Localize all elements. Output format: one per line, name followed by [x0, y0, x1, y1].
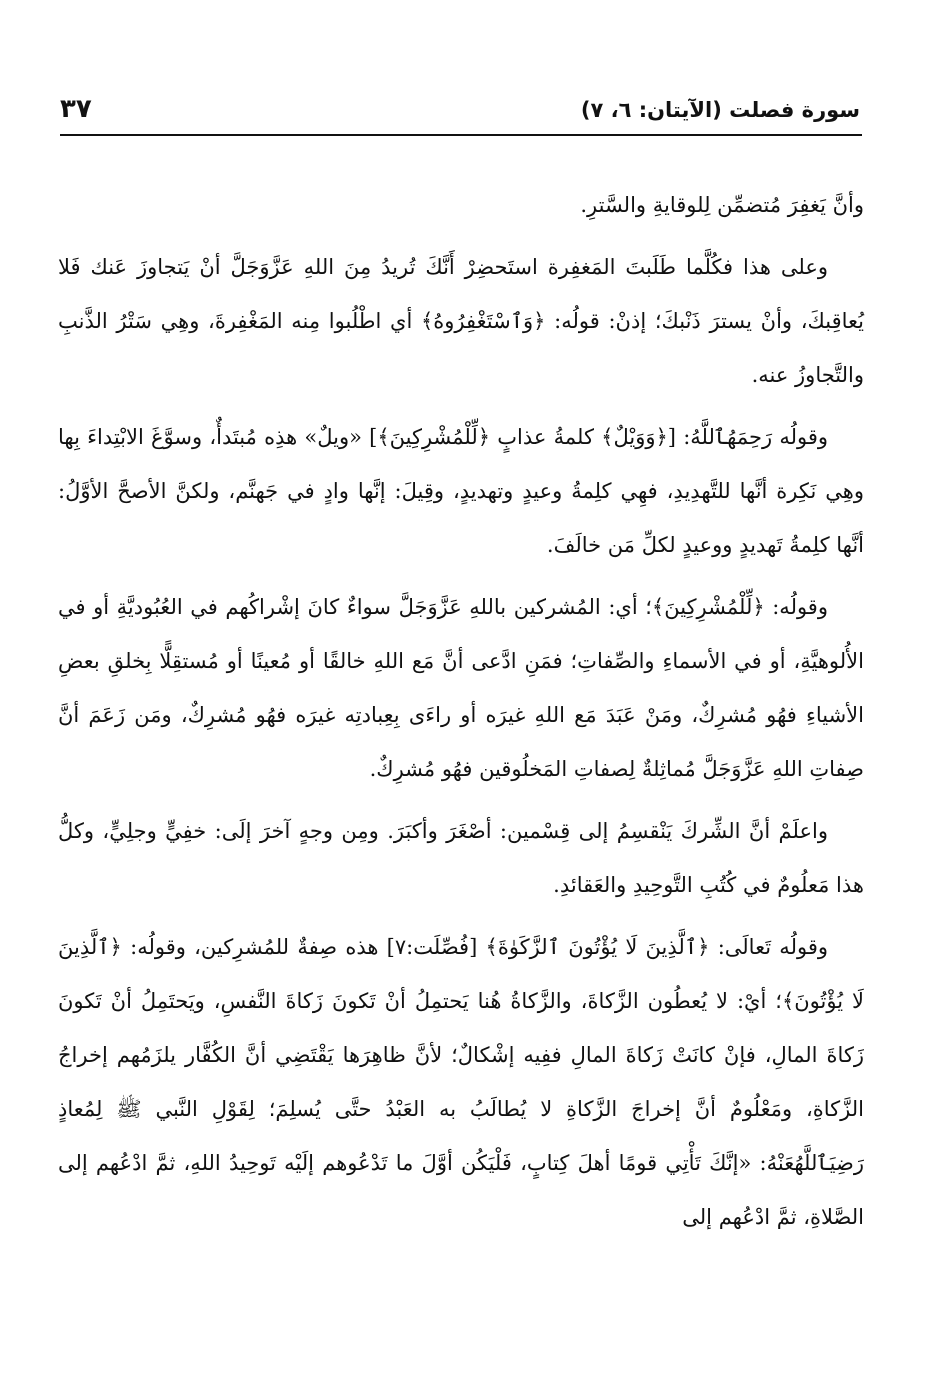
- header-rule: [60, 134, 862, 136]
- page-header: [60, 92, 860, 132]
- paragraph: وقولُه رَحِمَهُٱللَّهُ: [﴿وَوَيْلٌ﴾ كلمةُ عذابٍ ﴿لِّلْمُشْرِكِينَ﴾] «ويلٌ» هذِه مُبتَدأٌ، وسوَّغَ الابْتِداءَ بِها وهِي نَكِرة أنَّها للتَّهدِيدِ، فهِي كلِمةُ وعيدٍ وتهديدٍ، وقِيلَ: إنَّها وادٍ في جَهنَّم، ولكنَّ الأصحَّ الأوَّلُ: أنَّها كلِمةُ تَهديدٍ ووعيدٍ لكلِّ مَن خالَفَ.: [58, 425, 864, 557]
- paragraph: واعلَمْ أنَّ الشِّركَ يَنْقسِمُ إلى قِسْمين: أصْغَرَ وأكبَرَ. ومِن وجهٍ آخرَ إلَى: خفِيٍّ وجلِيٍّ، وكلُّ هذا مَعلُومٌ في كُتُبِ التَّوحِيدِ والعَقائدِ.: [58, 819, 864, 897]
- body-text: [58, 178, 864, 1252]
- paragraph: وأنَّ يَغفِرَ مُتضمِّن لِلوقايةِ والسَّترِ.: [580, 193, 864, 217]
- page-number: ٣٧: [60, 94, 92, 124]
- paragraph: وقولُه: ﴿لِّلْمُشْرِكِينَ﴾؛ أي: المُشركين باللهِ عَزَّوَجَلَّ سواءٌ كانَ إشْراكُهم في العُبُوديَّةِ أو في الأُلوهيَّةِ، أو في الأسماءِ والصِّفاتِ؛ فمَنِ ادَّعى أنَّ مَع اللهِ خالقًا أو مُعينًا أو مُستقِلًّا بِخلقِ بعضِ الأشياءِ فهُو مُشرِكٌ، ومَنْ عَبَدَ مَع اللهِ غيرَه أو راءَى بِعِبادتِه غيرَه فهُو مُشرِكٌ، ومَن زَعَمَ أنَّ صِفاتِ اللهِ عَزَّوَجَلَّ مُماثِلةٌ لِصفاتِ المَخلُوقين فهُو مُشرِكٌ.: [58, 595, 864, 781]
- paragraph: وعلى هذا فكُلَّما طَلَبتَ المَغفِرة استَحضِرْ أَنَّكَ تُريدُ مِنَ اللهِ عَزَّوَجَلَّ أنْ يَتجاوزَ عَنك فَلا يُعاقِبكَ، وأنْ يسترَ ذَنْبكَ؛ إذنْ: قولُه: ﴿وَٱسْتَغْفِرُوهُ﴾ أي اطْلُبوا مِنه المَغْفِرةَ، وهِي سَتْرُ الذَّنبِ والتَّجاوزُ عنه.: [58, 255, 864, 387]
- paragraph: وقولُه تَعالَى: ﴿ٱلَّذِينَ لَا يُؤْتُونَ ٱلزَّكَوٰةَ﴾ [فُصِّلَت:٧] هذه صِفةٌ للمُشرِكين، وقولُه: ﴿ٱلَّذِينَ لَا يُؤْتُونَ﴾؛ أيْ: لا يُعطُون الزَّكاةَ، والزَّكاةُ هُنا يَحتمِلُ أنْ تَكونَ زَكاةَ النَّفسِ، ويَحتَمِلُ أنْ تَكونَ زَكاةَ المالِ، فإنْ كانَتْ زَكاةَ المالِ ففِيه إشْكالٌ؛ لأنَّ ظاهِرَها يَقْتَضِي أنَّ الكُفَّار يلزَمُهم إخراجُ الزَّكاةِ، ومَعْلُومٌ أنَّ إخراجَ الزَّكاةِ لا يُطالَبُ به العَبْدُ حتَّى يُسلِمَ؛ لِقَوْلِ النَّبي ﷺ لِمُعاذٍ رَضِيَٱللَّهُعَنْهُ: «إنَّكَ تَأْتِي قومًا أهلَ كِتابٍ، فَلْيَكُن أوَّلَ ما تَدْعُوهم إلَيْه تَوحِيدُ اللهِ، ثمَّ ادْعُهم إلى الصَّلاةِ، ثمَّ ادْعُهم إلى: [58, 935, 864, 1229]
- running-title: سورة فصلت (الآيتان: ٦، ٧): [580, 98, 860, 122]
